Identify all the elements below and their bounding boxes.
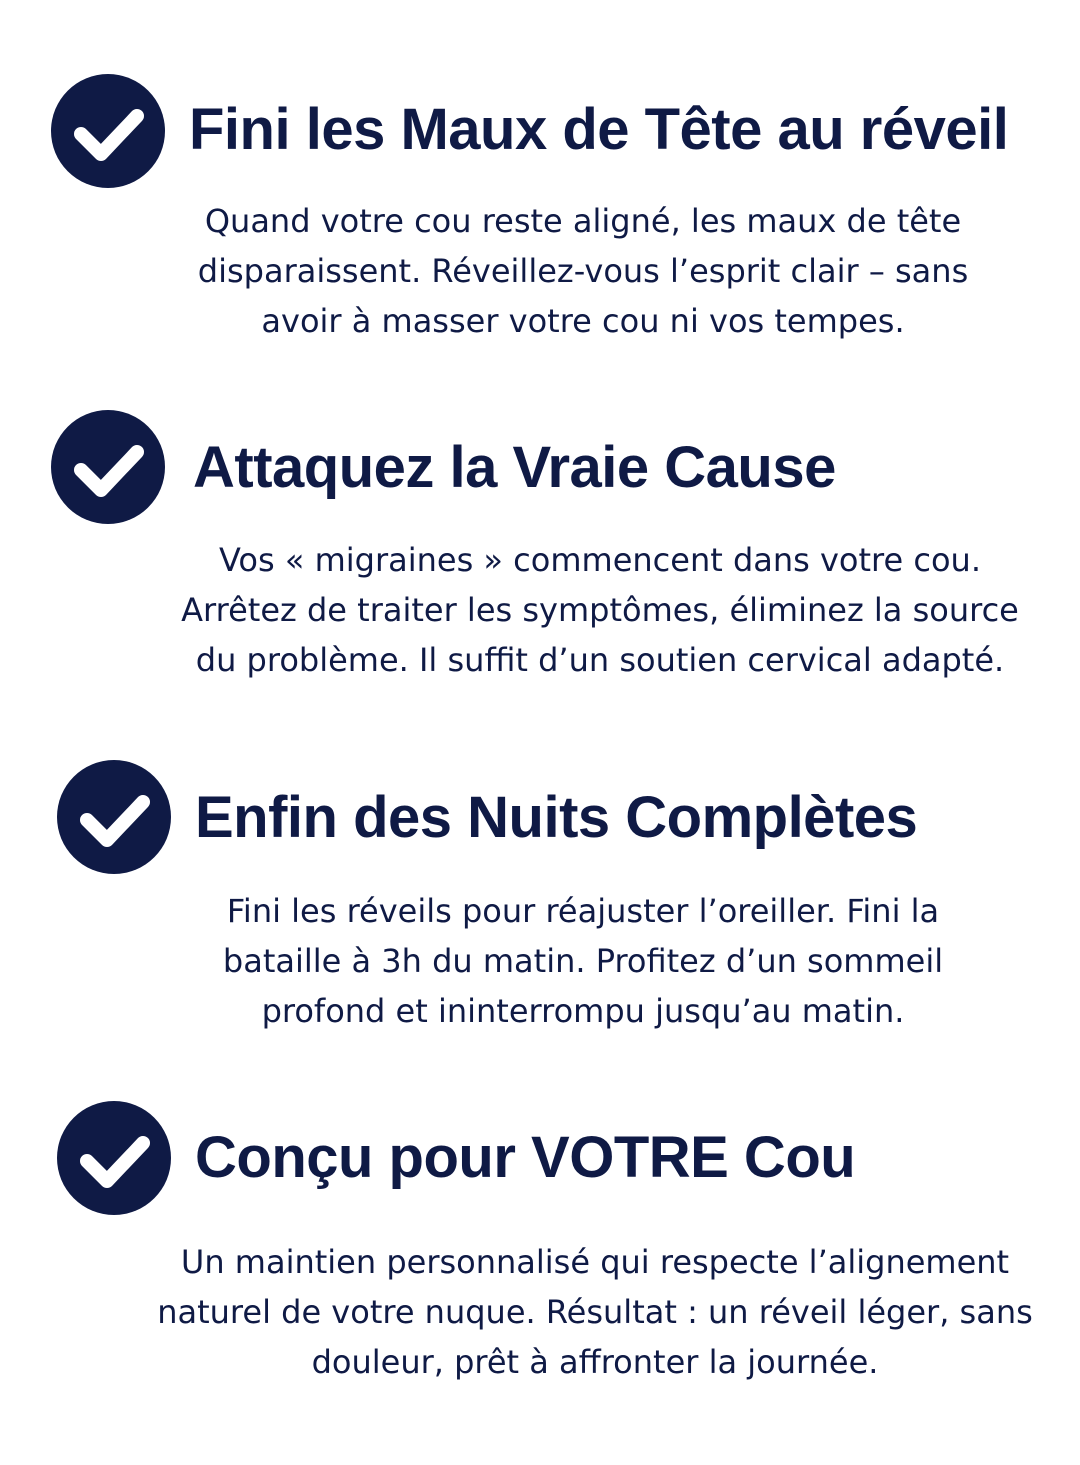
description-line: douleur, prêt à affronter la journée. (311, 1343, 879, 1381)
benefit-description (130, 535, 1070, 685)
description-line: Vos « migraines » commencent dans votre cou. (219, 541, 981, 579)
check-circle-icon (51, 74, 165, 188)
check-circle-icon (57, 760, 171, 874)
description-line: Un maintien personnalisé qui respecte l’alignement (180, 1243, 1010, 1281)
benefit-description (110, 1237, 1080, 1387)
benefit-title: Attaquez la Vraie Cause (193, 435, 836, 500)
description-line: Quand votre cou reste aligné, les maux de tête (204, 202, 962, 240)
description-line: bataille à 3h du matin. Profitez d’un sommeil (222, 942, 944, 980)
description-line: profond et ininterrompu jusqu’au matin. (261, 992, 905, 1030)
benefit-title: Fini les Maux de Tête au réveil (189, 97, 1009, 162)
description-line: du problème. Il suffit d’un soutien cervical adapté. (195, 641, 1005, 679)
description-line: Fini les réveils pour réajuster l’oreiller. Fini la (226, 892, 940, 930)
check-circle-icon (51, 410, 165, 524)
check-circle-icon (57, 1101, 171, 1215)
description-line: Arrêtez de traiter les symptômes, éliminez la source (181, 591, 1019, 629)
benefit-title: Enfin des Nuits Complètes (195, 785, 918, 850)
description-line: disparaissent. Réveillez-vous l’esprit clair – sans (197, 252, 969, 290)
benefit-description (150, 886, 1016, 1036)
benefit-title: Conçu pour VOTRE Cou (195, 1125, 856, 1190)
description-line: avoir à masser votre cou ni vos tempes. (261, 302, 905, 340)
benefit-description (140, 196, 1026, 346)
description-line: naturel de votre nuque. Résultat : un réveil léger, sans (157, 1293, 1033, 1331)
